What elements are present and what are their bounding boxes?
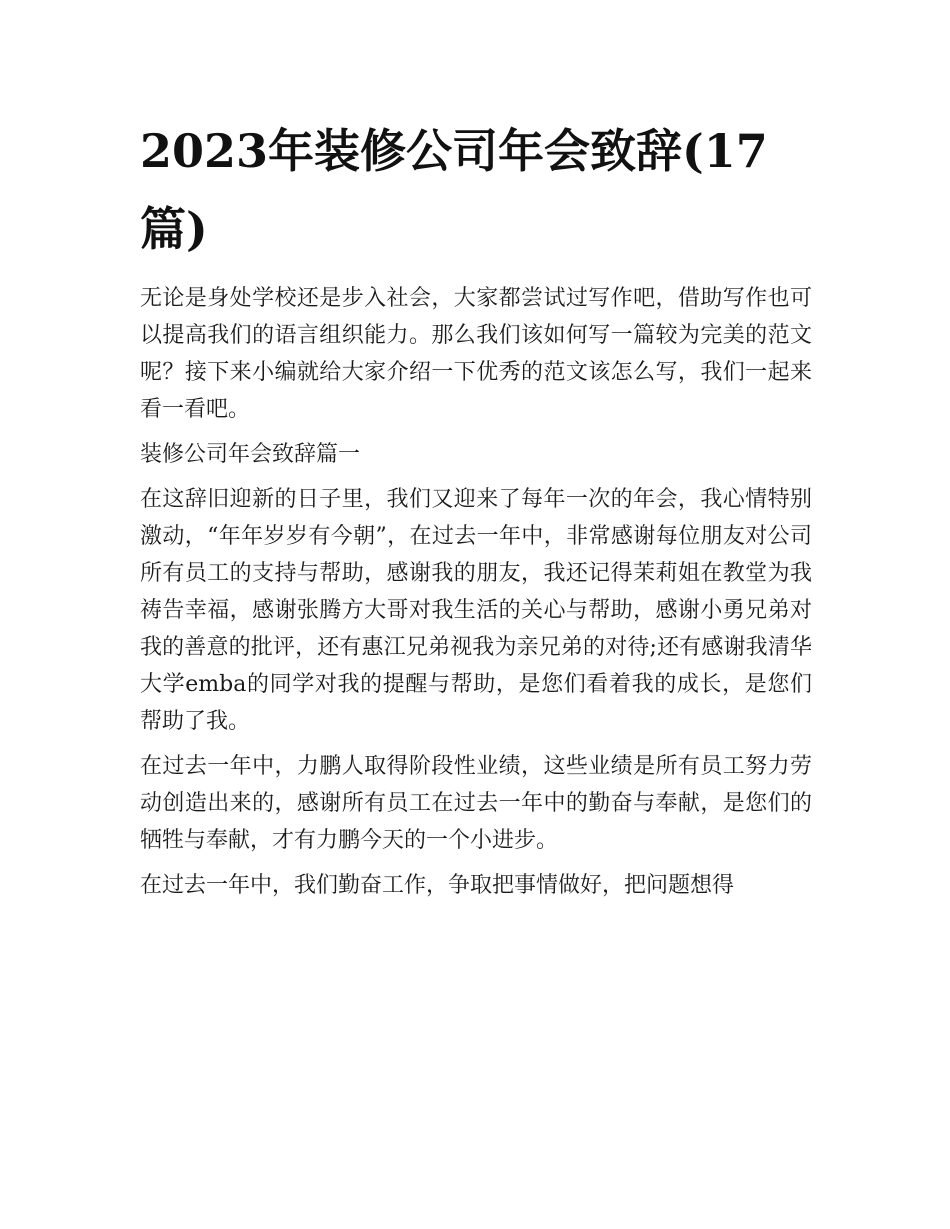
body-paragraph: 在过去一年中，力鹏人取得阶段性业绩，这些业绩是所有员工努力劳动创造出来的，感谢所有员工在过去一年中的勤奋与奉献，是您们的牺牲与奉献，才有力鹏今天的一个小进步。 [140,754,812,853]
intro-paragraph: 无论是身处学校还是步入社会，大家都尝试过写作吧，借助写作也可以提高我们的语言组织能力。那么我们该如何写一篇较为完美的范文呢？接下来小编就给大家介绍一下优秀的范文该怎么写，我们一起来看一看吧。 [140,286,812,422]
body-paragraph: 在这辞旧迎新的日子里，我们又迎来了每年一次的年会，我心情特别激动，“年年岁岁有今朝”，在过去一年中，非常感谢每位朋友对公司所有员工的支持与帮助，感谢我的朋友，我还记得茉莉姐在教堂为我祷告幸福，感谢张腾方大哥对我生活的关心与帮助，感谢小勇兄弟对我的善意的批评，还有惠江兄弟视我为亲兄弟的对待;还有感谢我清华大学emba的同学对我的提醒与帮助，是您们看着我的成长，是您们帮助了我。 [140,487,812,734]
section-heading: 装修公司年会致辞篇一 [140,442,361,467]
document-content [140,112,812,904]
body-paragraph: 在过去一年中，我们勤奋工作，争取把事情做好，把问题想得 [140,873,735,898]
document-title: 2023年装修公司年会致辞(17篇) [140,124,768,256]
